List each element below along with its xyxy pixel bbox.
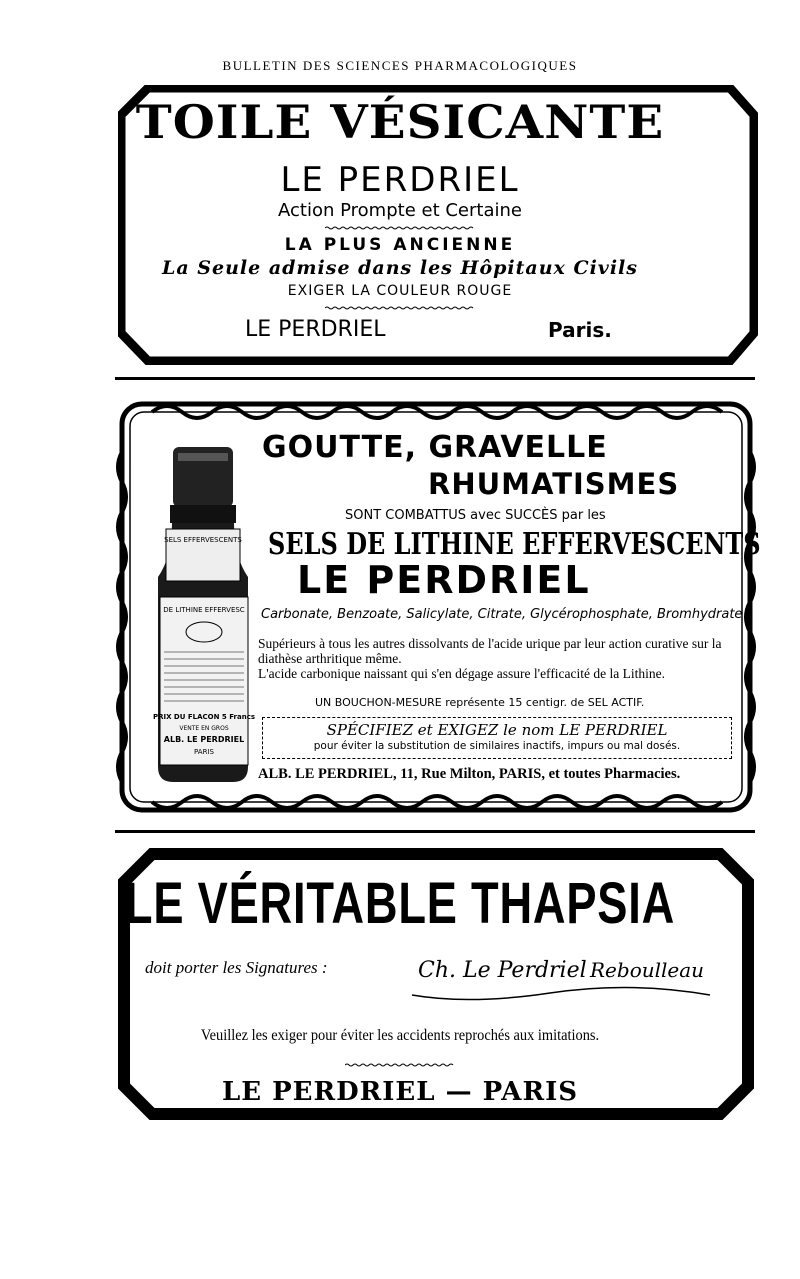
bottle-label-lithine: DE LITHINE EFFERVESC: [163, 606, 245, 614]
divider-rule-2: [115, 830, 755, 833]
ad3-signature-2: Reboulleau: [590, 958, 705, 982]
ad2-body-paragraph-2: L'acide carbonique naissant qui s'en dégage assure l'efficacité de la Lithine.: [258, 666, 666, 681]
ad1-subtitle: LE PERDRIEL: [280, 160, 520, 200]
bottle-label-top: SELS EFFERVESCENTS: [164, 536, 242, 544]
ad3-doit: doit porter les Signatures :: [145, 958, 328, 977]
ad2-body-paragraph-1: Supérieurs à tous les autres dissolvants de l'acide urique par leur action curative sur la diathèse arthritique même.: [258, 636, 722, 666]
ad3-signature-1: Ch. Le Perdriel: [418, 958, 587, 983]
ad2-compounds: Carbonate, Benzoate, Salicylate, Citrate, Glycérophosphate, Bromhydrate: [261, 607, 743, 622]
ad2-line2: RHUMATISMES: [428, 467, 680, 501]
ad2-address: ALB. LE PERDRIEL, 11, Rue Milton, PARIS, et toutes Pharmacies.: [258, 766, 681, 782]
ad1-wave-divider: [325, 226, 475, 230]
ad3-vouillez: Veuillez les exiger pour éviter les accidents reprochés aux imitations.: [200, 1027, 600, 1044]
ad2-sels: SELS DE LITHINE EFFERVESCENTS: [268, 527, 761, 562]
lithine-bottle-image: [148, 447, 258, 787]
ad2-specifiez: SPÉCIFIEZ et EXIGEZ le nom LE PERDRIEL: [326, 721, 668, 739]
page-header: BULLETIN DES SCIENCES PHARMACOLOGIQUES: [222, 58, 578, 73]
ad2-brand: LE PERDRIEL: [297, 558, 591, 602]
ad3-title: LE VÉRITABLE THAPSIA: [124, 871, 676, 936]
ad1-seule: La Seule admise dans les Hôpitaux Civils: [162, 257, 638, 279]
ad2-pour: pour éviter la substitution de similaires inactifs, impurs ou mal dosés.: [313, 740, 681, 752]
ad2-line1: GOUTTE, GRAVELLE: [262, 430, 608, 465]
ad1-exiger: EXIGER LA COULEUR ROUGE: [287, 283, 513, 299]
ad1-footer-left: LE PERDRIEL: [245, 317, 386, 342]
ad2-body: [258, 636, 730, 681]
ad1-wave-divider-2: [325, 306, 475, 310]
signature-flourish: [410, 985, 730, 1005]
bottle-label-vente: VENTE EN GROS: [179, 725, 229, 732]
ad1-footer-right: Paris.: [548, 318, 612, 342]
ad3-footer: LE PERDRIEL — PARIS: [221, 1077, 579, 1107]
bottle-label-alb: ALB. LE PERDRIEL: [163, 735, 245, 744]
ad1-action: Action Prompte et Certaine: [278, 200, 522, 221]
ad2-specifiez-box: [262, 717, 732, 759]
ad3-wave-divider: [345, 1063, 455, 1067]
bottle-label-paris: PARIS: [194, 748, 214, 756]
ad2-bouchon: UN BOUCHON-MESURE représente 15 centigr. de SEL ACTIF.: [315, 696, 645, 709]
divider-rule-1: [115, 377, 755, 380]
bottle-label-prix: PRIX DU FLACON 5 Francs: [152, 713, 256, 721]
ad1-ancienne: LA PLUS ANCIENNE: [284, 235, 516, 255]
ad1-title: TOILE VÉSICANTE: [135, 95, 665, 149]
ad2-sont: SONT COMBATTUS avec SUCCÈS par les: [345, 508, 606, 523]
